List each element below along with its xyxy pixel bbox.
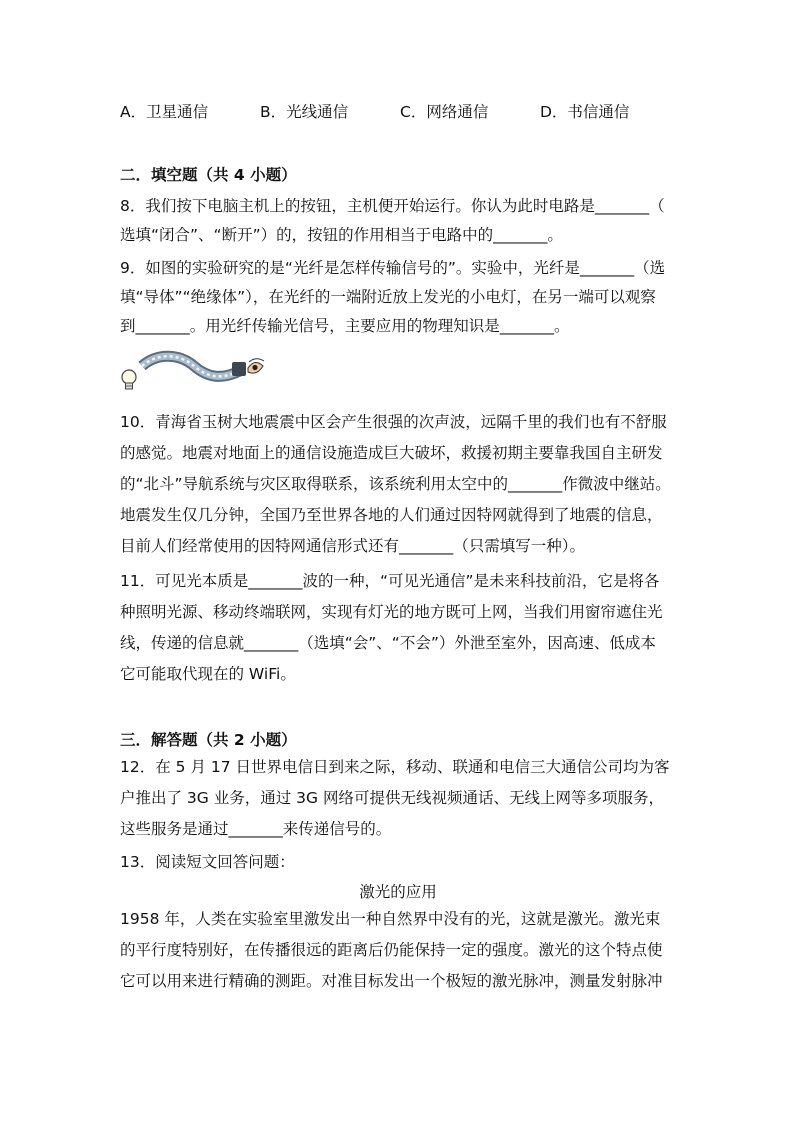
article-line: 它可以用来进行精确的测距。对准目标发出一个极短的激光脉冲，测量发射脉冲 bbox=[120, 972, 663, 990]
article-title: 激光的应用 bbox=[359, 883, 437, 901]
question-8-line: 8．我们按下电脑主机上的按钮，主机便开始运行。你认为此时电路是_______（ bbox=[120, 197, 665, 215]
section-3-title: 三．解答题（共 2 小题） bbox=[120, 731, 297, 749]
question-8 bbox=[120, 192, 676, 250]
section-2-title: 二．填空题（共 4 小题） bbox=[120, 166, 297, 184]
question-11-line: 线，传递的信息就_______（选填“会”、“不会”）外泄至室外，因高速、低成本 bbox=[120, 634, 656, 652]
question-11-line: 种照明光源、移动终端联网，实现有灯光的地方既可上网，当我们用窗帘遮住光 bbox=[120, 603, 663, 621]
question-11-line: 它可能取代现在的 WiFi。 bbox=[120, 665, 296, 683]
question-13 bbox=[120, 848, 676, 877]
question-12-line: 这些服务是通过_______来传递信号的。 bbox=[120, 820, 392, 838]
option-c: C．网络通信 bbox=[400, 103, 489, 121]
question-9 bbox=[120, 254, 676, 341]
question-13-line: 13．阅读短文回答问题： bbox=[120, 853, 295, 871]
question-9-line: 到_______。用光纤传输光信号，主要应用的物理知识是_______。 bbox=[120, 317, 570, 335]
article-body bbox=[120, 904, 676, 997]
question-11-line: 11．可见光本质是_______波的一种，“可见光通信”是未来科技前沿，它是将各 bbox=[120, 572, 660, 590]
bulb-icon bbox=[122, 370, 136, 389]
question-12-line: 12．在 5 月 17 日世界电信日到来之际，移动、联通和电信三大通信公司均为客 bbox=[120, 758, 670, 776]
question-8-line: 选填“闭合”、“断开”）的，按钮的作用相当于电路中的_______。 bbox=[120, 226, 563, 244]
question-10-line: 的感觉。地震对地面上的通信设施造成巨大破坏，救援初期主要靠我国自主研发 bbox=[120, 444, 663, 462]
article-line: 的平行度特别好，在传播很远的距离后仍能保持一定的强度。激光的这个特点使 bbox=[120, 941, 663, 959]
question-12-line: 户推出了 3G 业务，通过 3G 网络可提供无线视频通话、无线上网等多项服务， bbox=[120, 789, 664, 807]
question-10-line: 目前人们经常使用的因特网通信形式还有_______（只需填写一种）。 bbox=[120, 537, 586, 555]
option-d: D．书信通信 bbox=[540, 103, 630, 121]
question-9-line: 9．如图的实验研究的是“光纤是怎样传输信号的”。实验中，光纤是_______（选 bbox=[120, 259, 666, 277]
question-9-line: 填“导体”“绝缘体”），在光纤的一端附近放上发光的小电灯，在另一端可以观察 bbox=[120, 288, 656, 306]
question-11 bbox=[120, 566, 676, 690]
option-b: B．光线通信 bbox=[260, 103, 349, 121]
question-10-line: 地震发生仅几分钟，全国乃至世界各地的人们通过因特网就得到了地震的信息， bbox=[120, 506, 663, 524]
article-line: 1958 年，人类在实验室里激发出一种自然界中没有的光，这就是激光。激光束 bbox=[120, 910, 661, 928]
question-10 bbox=[120, 407, 676, 562]
choice-options bbox=[120, 100, 680, 124]
optical-fiber-figure bbox=[118, 348, 268, 394]
question-12 bbox=[120, 752, 676, 845]
question-10-line: 的“北斗”导航系统与灾区取得联系，该系统利用太空中的_______作微波中继站。 bbox=[120, 475, 671, 493]
eye-icon bbox=[248, 359, 264, 373]
option-a: A．卫星通信 bbox=[120, 103, 209, 121]
question-10-line: 10．青海省玉树大地震震中区会产生很强的次声波，远隔千里的我们也有不舒服 bbox=[120, 413, 667, 431]
optical-fiber-icon bbox=[142, 356, 246, 376]
